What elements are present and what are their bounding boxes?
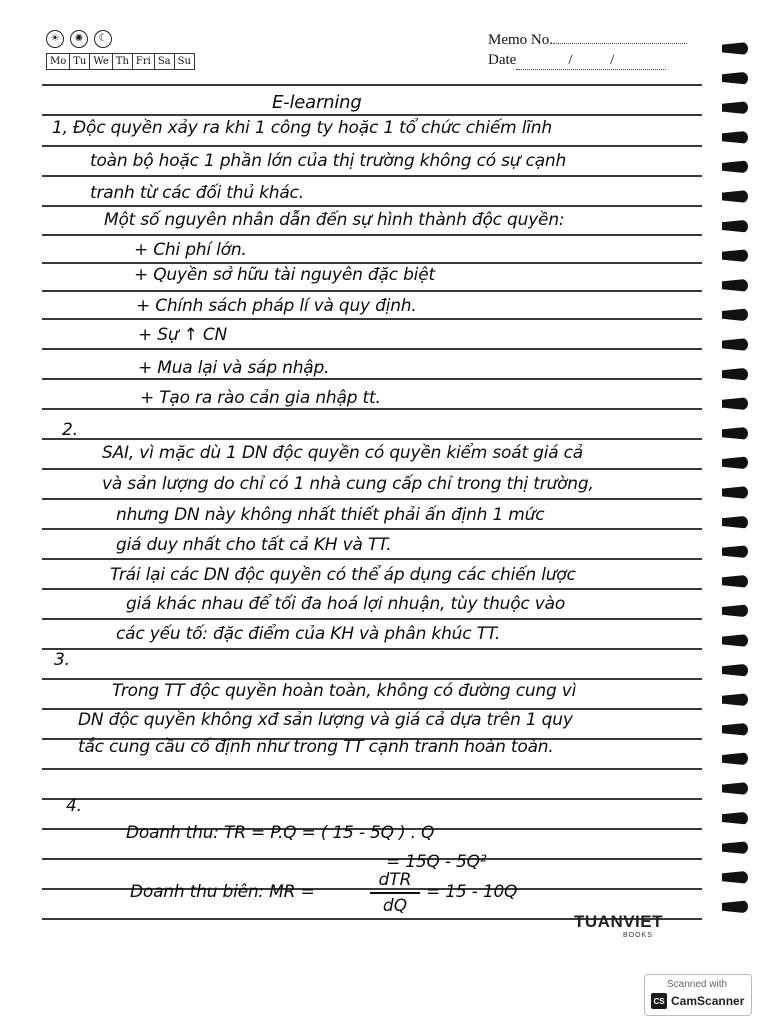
ruled-line bbox=[42, 858, 702, 860]
sun-icon: ✺ bbox=[70, 30, 88, 48]
spiral-coil bbox=[722, 160, 748, 173]
line-23: 4. bbox=[66, 796, 82, 816]
ruled-line bbox=[42, 498, 702, 500]
spiral-coil bbox=[722, 871, 748, 884]
line-7: + Chính sách pháp lí và quy định. bbox=[136, 296, 417, 316]
ruled-line bbox=[42, 438, 702, 440]
ruled-line bbox=[42, 468, 702, 470]
line-10: + Tạo ra rào cản gia nhập tt. bbox=[140, 388, 381, 408]
spiral-coil bbox=[722, 338, 748, 351]
moon-icon: ☾ bbox=[94, 30, 112, 48]
spiral-coil bbox=[722, 812, 748, 825]
camscanner-watermark bbox=[644, 974, 752, 1016]
ruled-line bbox=[42, 145, 702, 147]
memo-dots bbox=[553, 43, 687, 44]
line-18: các yếu tố: đặc điểm của KH và phân khúc TT. bbox=[116, 624, 501, 644]
date-slashes: / / bbox=[516, 52, 666, 70]
spiral-coil bbox=[722, 427, 748, 440]
ruled-line bbox=[42, 175, 702, 177]
day-th: Th bbox=[113, 54, 133, 69]
memo-label: Memo No. bbox=[488, 32, 553, 48]
scanned-with-text: Scanned with bbox=[667, 979, 728, 990]
line-19: 3. bbox=[54, 650, 70, 670]
fraction-numerator: dTR bbox=[378, 870, 412, 890]
spiral-coil bbox=[722, 841, 748, 854]
ruled-line bbox=[42, 618, 702, 620]
ruled-line bbox=[42, 798, 702, 800]
mr-result: = 15 - 10Q bbox=[426, 882, 518, 902]
line-1: 1, Độc quyền xảy ra khi 1 công ty hoặc 1 tổ chức chiếm lĩnh bbox=[52, 118, 552, 138]
line-14: nhưng DN này không nhất thiết phải ấn định 1 mức bbox=[116, 505, 545, 525]
spiral-coil bbox=[722, 190, 748, 203]
spiral-coil bbox=[722, 782, 748, 795]
spiral-coil bbox=[722, 456, 748, 469]
spiral-coil bbox=[722, 575, 748, 588]
day-we: We bbox=[90, 54, 112, 69]
spiral-coil bbox=[722, 634, 748, 647]
ruled-line bbox=[42, 528, 702, 530]
ruled-line bbox=[42, 290, 702, 292]
spiral-coil bbox=[722, 486, 748, 499]
spiral-coil bbox=[722, 249, 748, 262]
ruled-line bbox=[42, 348, 702, 350]
ruled-line bbox=[42, 378, 702, 380]
line-12: SAI, vì mặc dù 1 DN độc quyền có quyền kiểm soát giá cả bbox=[102, 443, 584, 463]
ruled-line bbox=[42, 262, 702, 264]
mr-fraction bbox=[370, 870, 420, 916]
ruled-line bbox=[42, 205, 702, 207]
ruled-line bbox=[42, 678, 702, 680]
line-4: Một số nguyên nhân dẫn đến sự hình thành độc quyền: bbox=[104, 210, 565, 230]
camscanner-logo-icon: CS bbox=[651, 993, 667, 1009]
ruled-line bbox=[42, 588, 702, 590]
ruled-line bbox=[42, 408, 702, 410]
fraction-bar bbox=[370, 892, 420, 894]
spiral-coil bbox=[722, 131, 748, 144]
ruled-line bbox=[42, 84, 702, 86]
ruled-line bbox=[42, 234, 702, 236]
spiral-coil bbox=[722, 42, 748, 55]
spiral-coil bbox=[722, 397, 748, 410]
spiral-coil bbox=[722, 604, 748, 617]
spiral-coil bbox=[722, 664, 748, 677]
line-17: giá khác nhau để tối đa hoá lợi nhuận, tùy thuộc vào bbox=[126, 594, 566, 614]
line-6: + Quyền sở hữu tài nguyên đặc biệt bbox=[134, 265, 435, 285]
line-15: giá duy nhất cho tất cả KH và TT. bbox=[116, 535, 392, 555]
line-5: + Chi phí lớn. bbox=[134, 240, 247, 260]
spiral-coil bbox=[722, 516, 748, 529]
spiral-coil bbox=[722, 368, 748, 381]
memo-no bbox=[488, 32, 687, 49]
ruled-line bbox=[42, 558, 702, 560]
line-20: Trong TT độc quyền hoàn toàn, không có đường cung vì bbox=[112, 681, 577, 701]
spiral-coil bbox=[722, 723, 748, 736]
day-tu: Tu bbox=[70, 54, 90, 69]
page-title: E-learning bbox=[272, 92, 362, 113]
ruled-line bbox=[42, 648, 702, 650]
spiral-coil bbox=[722, 752, 748, 765]
day-sa: Sa bbox=[155, 54, 175, 69]
date-field bbox=[488, 52, 666, 70]
spiral-coil bbox=[722, 900, 748, 913]
spiral-coil bbox=[722, 308, 748, 321]
brand-logo: TUANVIET bbox=[574, 912, 663, 931]
spiral-coil bbox=[722, 279, 748, 292]
spiral-coil bbox=[722, 101, 748, 114]
fraction-denominator: dQ bbox=[382, 895, 408, 916]
line-13: và sản lượng do chỉ có 1 nhà cung cấp chỉ trong thị trường, bbox=[102, 474, 594, 494]
line-11: 2. bbox=[62, 420, 78, 440]
line-21: DN độc quyền không xđ sản lượng và giá cả dựa trên 1 quy bbox=[78, 710, 573, 730]
line-22: tắc cung cầu cố định như trong TT cạnh tranh hoàn toàn. bbox=[78, 737, 554, 757]
line-25: = 15Q - 5Q² bbox=[386, 852, 487, 872]
camscanner-name: CamScanner bbox=[671, 994, 745, 1008]
date-label: Date bbox=[488, 52, 517, 68]
line-24: Doanh thu: TR = P.Q = ( 15 - 5Q ) . Q bbox=[126, 823, 435, 843]
brand-sub: BOOKS bbox=[623, 932, 653, 939]
day-fri: Fri bbox=[133, 54, 155, 69]
line-2: toàn bộ hoặc 1 phần lớn của thị trường không có sự cạnh bbox=[90, 151, 567, 171]
weather-icons bbox=[46, 30, 112, 48]
ruled-line bbox=[42, 768, 702, 770]
weekday-boxes bbox=[46, 53, 195, 70]
spiral-coil bbox=[722, 693, 748, 706]
line-26: Doanh thu biên: MR = bbox=[130, 882, 315, 902]
sun-weather-icon: ☀ bbox=[46, 30, 64, 48]
line-9: + Mua lại và sáp nhập. bbox=[138, 358, 330, 378]
spiral-coil bbox=[722, 72, 748, 85]
ruled-line bbox=[42, 318, 702, 320]
day-mo: Mo bbox=[47, 54, 70, 69]
ruled-line bbox=[42, 114, 702, 116]
line-8: + Sự ↑ CN bbox=[138, 325, 228, 345]
line-16: Trái lại các DN độc quyền có thể áp dụng các chiến lược bbox=[110, 565, 576, 585]
spiral-coil bbox=[722, 220, 748, 233]
spiral-coil bbox=[722, 545, 748, 558]
line-3: tranh từ các đối thủ khác. bbox=[90, 183, 304, 203]
day-su: Su bbox=[177, 56, 191, 67]
